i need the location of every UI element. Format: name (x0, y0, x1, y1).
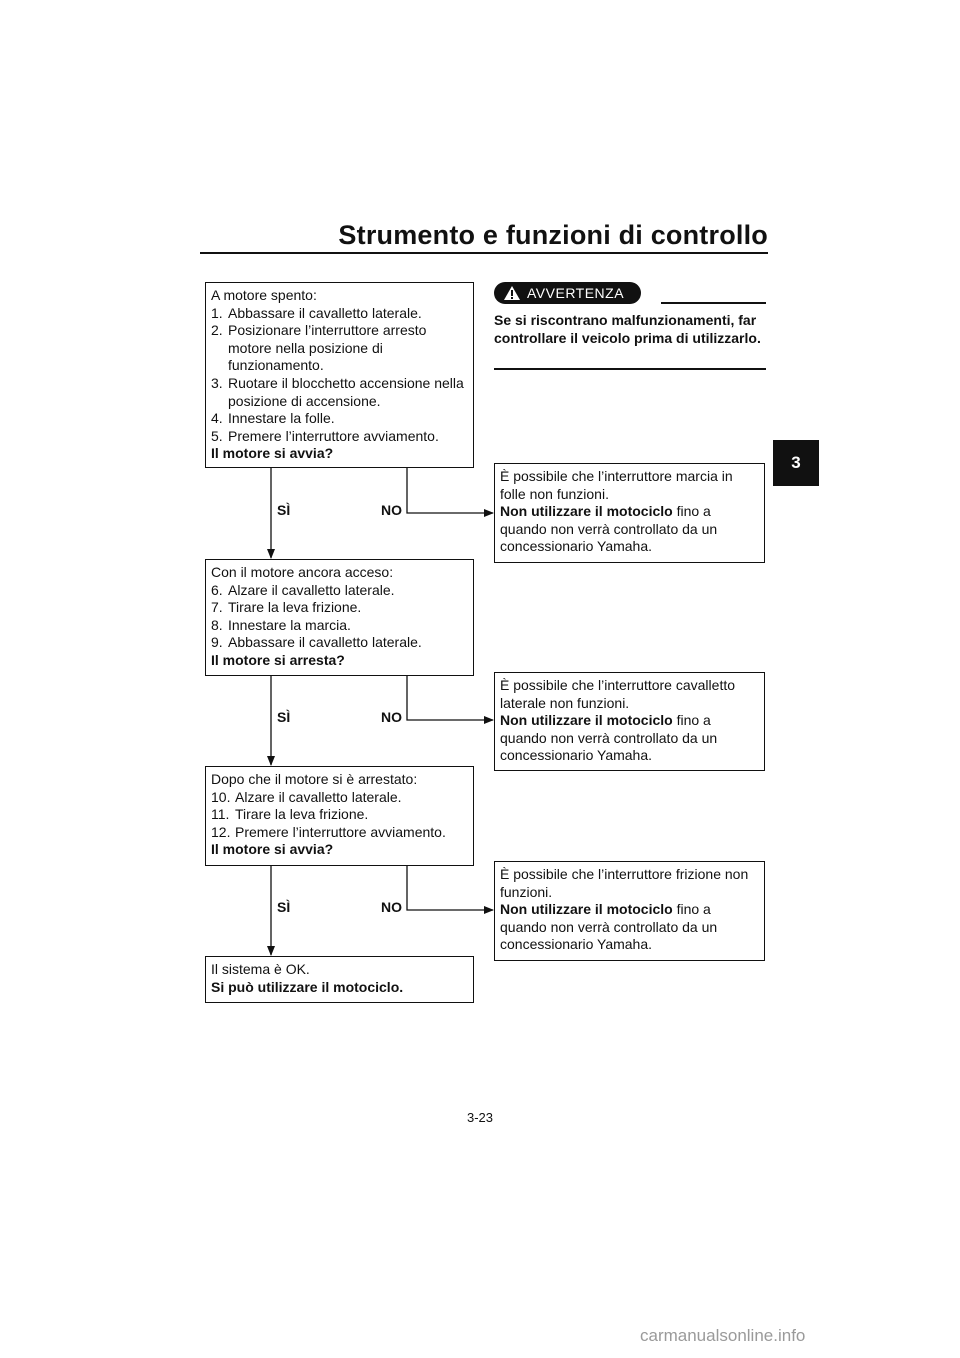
step2-item: 9. Abbassare il cavalletto laterale. (211, 634, 422, 651)
step1-item: 3. Ruotare il blocchetto accensione nella (211, 374, 464, 391)
chapter-tab: 3 (773, 440, 819, 486)
step2-item: 7. Tirare la leva frizione. (211, 599, 362, 616)
step3-item: 12. Premere l’interruttore avviamento. (211, 823, 446, 840)
watermark: carmanualsonline.info (640, 1326, 806, 1345)
step1-item: 2. Posizionare l’interruttore arresto (211, 322, 427, 339)
warning-text: Se si riscontrano malfunzionamenti, far controllare il veicolo prima di utilizzarlo. (494, 312, 761, 346)
step2-item: 8. Innestare la marcia. (211, 616, 351, 633)
no-label: NO (381, 709, 402, 725)
no-arrow (407, 468, 493, 513)
no-arrow (407, 866, 493, 910)
step3-intro: Dopo che il motore si è arrestato: (211, 771, 418, 787)
fault-text: funzioni. (500, 883, 553, 900)
fault-instruction: Non utilizzare il motociclo fino a (500, 712, 711, 729)
fault-text: concessionario Yamaha. (500, 936, 653, 953)
step1-question: Il motore si avvia? (211, 445, 334, 462)
step1-item: 5. Premere l’interruttore avviamento. (211, 427, 439, 444)
step1-item-cont: posizione di accensione. (228, 392, 381, 409)
yes-label: SÌ (277, 899, 291, 915)
yes-label: SÌ (277, 709, 291, 725)
result-line-bold: Si può utilizzare il motociclo. (211, 978, 404, 995)
fault-text: concessionario Yamaha. (500, 538, 653, 555)
step1-item-cont: motore nella posizione di (228, 339, 383, 356)
page-number: 3-23 (466, 1110, 494, 1125)
fault-instruction: Non utilizzare il motociclo fino a (500, 503, 711, 520)
fault-text: quando non verrà controllato da un (500, 918, 718, 935)
step1-item-cont: funzionamento. (228, 357, 324, 374)
fault-text: È possibile che l’interruttore marcia in (500, 468, 733, 484)
yes-label: SÌ (277, 502, 291, 518)
no-label: NO (381, 502, 402, 518)
no-arrow (407, 676, 493, 720)
step1-intro: A motore spento: (211, 287, 317, 303)
fault-text: folle non funzioni. (500, 485, 609, 502)
step2-item: 6. Alzare il cavalletto laterale. (211, 581, 395, 598)
step3-item: 11. Tirare la leva frizione. (211, 806, 369, 823)
step3-item: 10. Alzare il cavalletto laterale. (211, 788, 402, 805)
page-title: Strumento e funzioni di controllo (338, 220, 768, 250)
fault-text: quando non verrà controllato da un (500, 729, 718, 746)
step1-item: 1. Abbassare il cavalletto laterale. (211, 304, 422, 321)
step2-question: Il motore si arresta? (211, 651, 345, 668)
no-label: NO (381, 899, 402, 915)
warning-label: AVVERTENZA (527, 285, 625, 301)
step3-question: Il motore si avvia? (211, 841, 334, 858)
step2-intro: Con il motore ancora acceso: (211, 564, 394, 580)
fault-text: laterale non funzioni. (500, 694, 630, 711)
fault-text: È possibile che l’interruttore cavalletto (500, 677, 736, 693)
step1-item: 4. Innestare la folle. (211, 410, 335, 427)
fault-text: È possibile che l’interruttore frizione non (500, 866, 749, 882)
result-line: Il sistema è OK. (211, 961, 310, 977)
fault-text: quando non verrà controllato da un (500, 520, 718, 537)
fault-text: concessionario Yamaha. (500, 747, 653, 764)
fault-instruction: Non utilizzare il motociclo fino a (500, 901, 711, 918)
